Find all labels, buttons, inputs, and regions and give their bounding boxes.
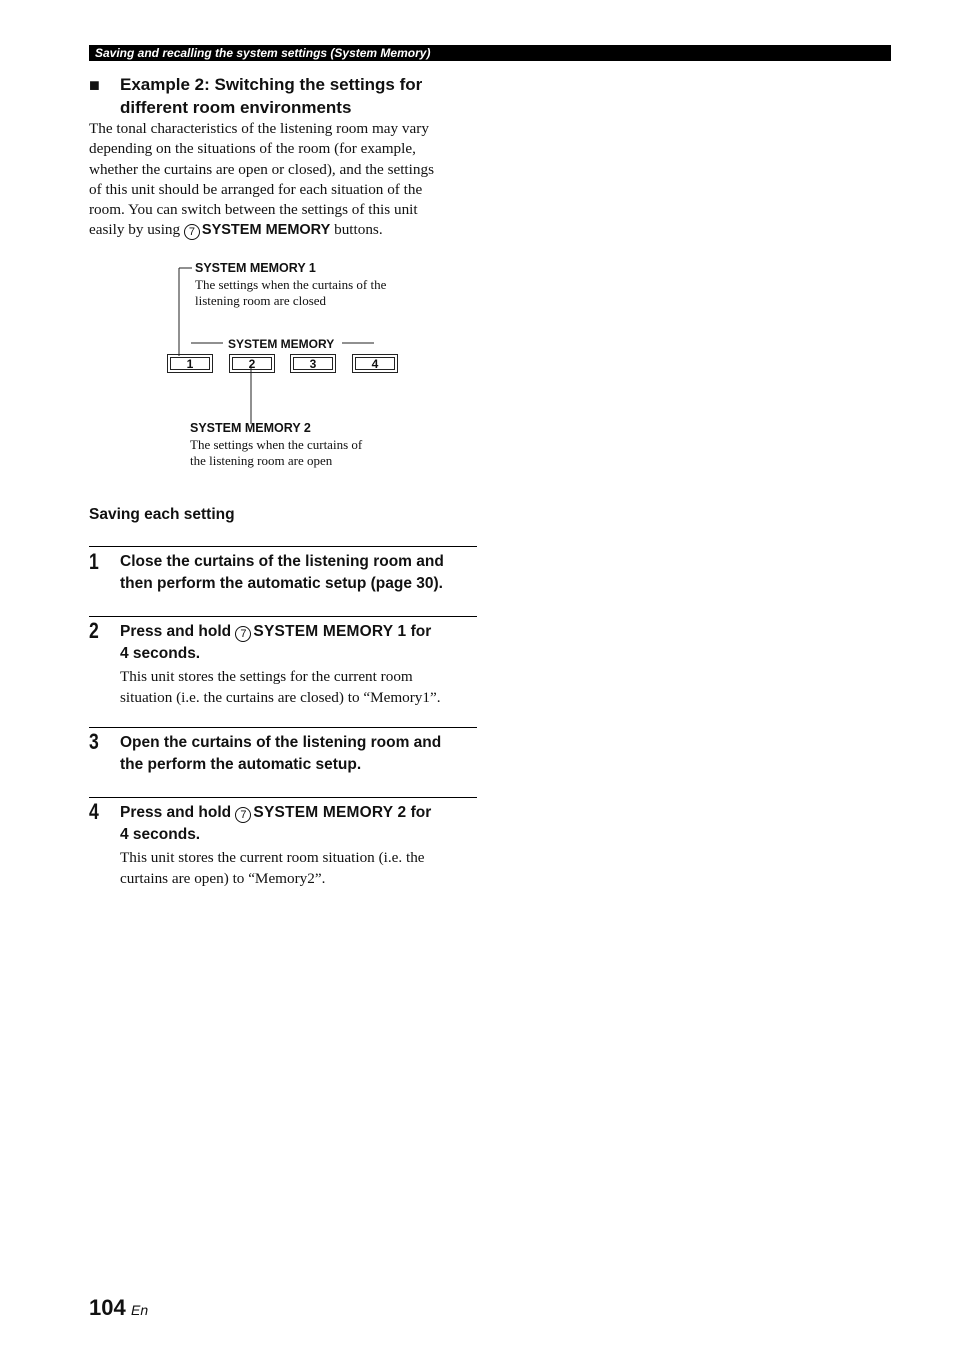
key-name: SYSTEM MEMORY (201, 222, 331, 239)
step-number: 1 (89, 549, 99, 574)
desc-line: The settings when the curtains of the (195, 277, 387, 292)
desc-line: listening room are closed (195, 293, 327, 308)
bullet-square: ■ (89, 75, 100, 95)
intro-line: whether the curtains are open or closed), and the settings (89, 160, 434, 178)
step-divider (89, 727, 477, 728)
panel-label: SYSTEM MEMORY (228, 337, 335, 351)
step-title-text: Press and hold (120, 623, 236, 640)
memory-button-label: 3 (293, 357, 333, 370)
memory-button-label: 2 (232, 357, 272, 370)
circled-number-icon: 7 (235, 626, 251, 642)
circled-number-icon: 7 (235, 807, 251, 823)
intro-line: depending on the situations of the room (for example, (89, 140, 416, 158)
intro-text: buttons. (330, 221, 383, 239)
step-body-line: situation (i.e. the curtains are closed) to “Memory1”. (120, 688, 441, 706)
step-divider (89, 797, 477, 798)
memory-button-label: 1 (170, 357, 210, 370)
step-title-text: Press and hold (120, 804, 236, 821)
step-title-line: 4 seconds. (120, 826, 201, 843)
system-memory-1-label: SYSTEM MEMORY 1 (195, 261, 316, 275)
step-title-text: for (406, 623, 432, 640)
step-title-line: then perform the automatic setup (page 30). (120, 575, 443, 592)
step-title-line (120, 621, 480, 643)
step-body (120, 667, 480, 708)
memory-button-label: 4 (355, 357, 395, 370)
step-title-line: Close the curtains of the listening room and (120, 553, 444, 570)
intro-text: easily by using (89, 221, 184, 239)
step-number: 2 (89, 618, 99, 643)
step-title-line: 4 seconds. (120, 645, 201, 662)
step-divider (89, 546, 477, 547)
step-title (120, 621, 480, 665)
step-body-line: This unit stores the current room situation (i.e. the (120, 849, 425, 866)
step-title-line: the perform the automatic setup. (120, 756, 362, 773)
memory-button-2[interactable] (229, 354, 275, 373)
desc-line: the listening room are open (190, 453, 333, 468)
memory-button-3[interactable] (290, 354, 336, 373)
example-title-line: Example 2: Switching the settings for (120, 75, 423, 94)
step-title-line (120, 802, 480, 824)
memory-button-4[interactable] (352, 354, 398, 373)
diagram-leader-lines (0, 0, 954, 480)
saving-heading: Saving each setting (89, 506, 235, 523)
intro-line: room. You can switch between the settings of this unit (89, 201, 418, 219)
system-memory-2-desc (190, 437, 362, 469)
step-title (120, 802, 480, 846)
step-body-line: This unit stores the settings for the current room (120, 668, 413, 685)
step-title (120, 551, 480, 595)
step-divider (89, 616, 477, 617)
step-body-line: curtains are open) to “Memory2”. (120, 869, 326, 887)
system-memory-2-label: SYSTEM MEMORY 2 (190, 421, 311, 435)
circled-number-icon: 7 (184, 224, 200, 240)
system-memory-1-desc (195, 277, 386, 309)
intro-line: of this unit should be arranged for each situation of the (89, 180, 423, 198)
intro-line: The tonal characteristics of the listening room may vary (89, 120, 429, 137)
key-name: SYSTEM MEMORY 2 (253, 804, 407, 821)
page-language: En (131, 1302, 149, 1318)
step-body (120, 848, 480, 889)
step-title-line: Open the curtains of the listening room and (120, 734, 442, 751)
step-number: 4 (89, 799, 99, 824)
key-name: SYSTEM MEMORY 1 (253, 623, 407, 640)
step-number: 3 (89, 729, 99, 754)
section-header: Saving and recalling the system settings (System Memory) (95, 46, 431, 60)
memory-button-1[interactable] (167, 354, 213, 373)
desc-line: The settings when the curtains of (190, 437, 363, 452)
step-title (120, 732, 480, 776)
example-title-line: different room environments (120, 98, 352, 117)
step-title-text: for (406, 804, 432, 821)
page-number: 104 (89, 1295, 126, 1320)
